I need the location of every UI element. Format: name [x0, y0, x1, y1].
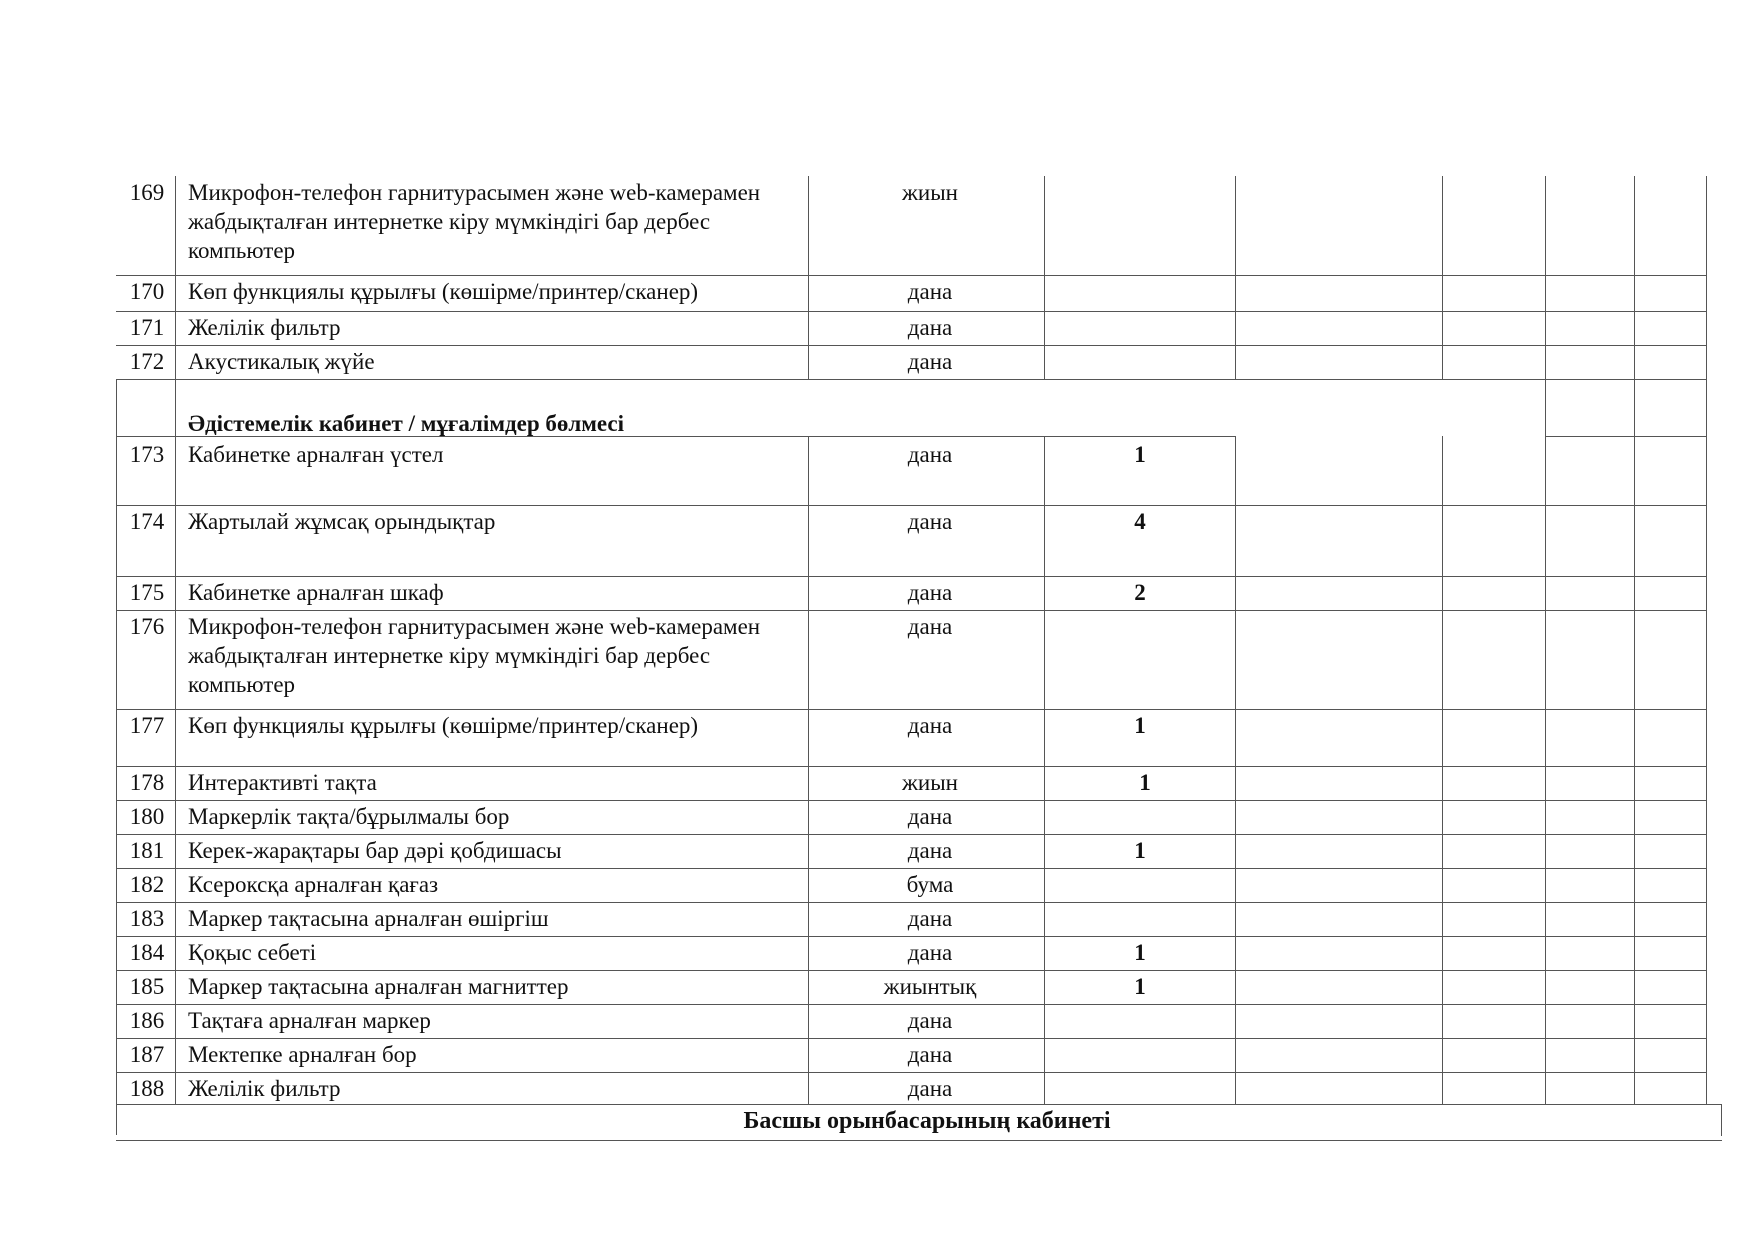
- item-name: Маркерлік тақта/бұрылмалы бор: [188, 804, 510, 829]
- row-line: [116, 379, 1707, 380]
- item-name: Интерактивті тақта: [188, 770, 377, 795]
- row-number: 183: [129, 906, 165, 931]
- item-name: Тақтаға арналған маркер: [188, 1008, 431, 1033]
- col-line-c5: [1442, 176, 1443, 380]
- row-number: 176: [129, 614, 165, 639]
- item-name: Желілік фильтр: [188, 1076, 341, 1101]
- item-unit: жиын: [902, 180, 958, 205]
- item-quantity: 1: [1134, 974, 1146, 999]
- row-line: [116, 834, 1707, 835]
- item-name: Микрофон-телефон гарнитурасымен және web-камерамен жабдықталған интернетке кіру мүмкіндігі бар дербес компьютер: [188, 180, 761, 263]
- row-line: [116, 970, 1707, 971]
- row-number: 182: [129, 872, 165, 897]
- item-unit: дана: [907, 349, 953, 374]
- item-quantity: 1: [1134, 838, 1146, 863]
- row-line: [116, 1038, 1707, 1039]
- row-line: [116, 936, 1707, 937]
- item-quantity: 2: [1134, 580, 1146, 605]
- item-unit: дана: [907, 442, 953, 467]
- col-line-c6: [1545, 176, 1546, 1104]
- row-number: 175: [129, 580, 165, 605]
- item-unit: дана: [907, 906, 953, 931]
- item-name: Желілік фильтр: [188, 315, 341, 340]
- col-line-right: [1706, 176, 1707, 1104]
- item-quantity: 1: [1134, 940, 1146, 965]
- item-name: Жартылай жұмсақ орындықтар: [188, 509, 496, 534]
- row-line: [116, 709, 1707, 710]
- item-name: Көп функциялы құрылғы (көшірме/принтер/сканер): [188, 713, 699, 738]
- item-quantity: 1: [1139, 770, 1151, 795]
- footer-section-heading: Басшы орынбасарының кабинеті: [743, 1108, 1111, 1134]
- row-number: 169: [129, 180, 165, 205]
- row-line: [116, 1140, 1722, 1141]
- item-name: Қоқыс себеті: [188, 940, 317, 965]
- item-unit: дана: [907, 614, 953, 639]
- item-name: Маркер тақтасына арналған магниттер: [188, 974, 569, 999]
- row-number: 188: [129, 1076, 165, 1101]
- item-unit: дана: [907, 1042, 953, 1067]
- item-unit: дана: [907, 279, 953, 304]
- col-line-c7: [1634, 176, 1635, 1104]
- row-line: [116, 868, 1707, 869]
- item-name: Акустикалық жүйе: [188, 349, 375, 374]
- row-line: [116, 345, 1707, 346]
- item-unit: дана: [907, 1008, 953, 1033]
- item-unit: дана: [907, 713, 953, 738]
- row-number: 178: [129, 770, 165, 795]
- row-line: [116, 1004, 1707, 1005]
- section-heading: Әдістемелік кабинет / мұғалімдер бөлмесі: [188, 411, 625, 436]
- item-unit: жиын: [902, 770, 958, 795]
- item-name: Ксероксқа арналған қағаз: [188, 872, 439, 897]
- item-unit: дана: [907, 838, 953, 863]
- item-name: Көп функциялы құрылғы (көшірме/принтер/сканер): [188, 279, 699, 304]
- row-line: [116, 610, 1707, 611]
- item-name: Маркер тақтасына арналған өшіргіш: [188, 906, 549, 931]
- row-number: 185: [129, 974, 165, 999]
- row-number: 186: [129, 1008, 165, 1033]
- row-line: [116, 576, 1707, 577]
- row-line: [116, 275, 1707, 276]
- row-line: [116, 766, 1707, 767]
- row-number: 180: [129, 804, 165, 829]
- row-number: 171: [129, 315, 165, 340]
- item-quantity: 1: [1134, 442, 1146, 467]
- row-line: [1545, 436, 1707, 437]
- item-unit: дана: [907, 580, 953, 605]
- item-name: Кабинетке арналған шкаф: [188, 580, 444, 605]
- row-line: [116, 1104, 1722, 1105]
- col-line-qty: [1235, 176, 1236, 380]
- row-number: 184: [129, 940, 165, 965]
- row-number: 177: [129, 713, 165, 738]
- item-quantity: 4: [1134, 509, 1146, 534]
- row-number: 173: [129, 442, 165, 467]
- item-name: Кабинетке арналған үстел: [188, 442, 444, 467]
- item-unit: дана: [907, 315, 953, 340]
- row-line: [116, 902, 1707, 903]
- row-number: 172: [129, 349, 165, 374]
- item-unit: жиынтық: [883, 974, 977, 999]
- row-number: 181: [129, 838, 165, 863]
- item-unit: дана: [907, 804, 953, 829]
- row-line: [116, 800, 1707, 801]
- item-name: Микрофон-телефон гарнитурасымен және web-камерамен жабдықталған интернетке кіру мүмкіндігі бар дербес компьютер: [188, 614, 761, 697]
- item-unit: бума: [906, 872, 954, 897]
- item-name: Керек-жарақтары бар дәрі қобдишасы: [188, 838, 562, 863]
- row-line: [116, 311, 1707, 312]
- item-name: Мектепке арналған бор: [188, 1042, 417, 1067]
- item-unit: дана: [907, 940, 953, 965]
- col-line-name: [808, 176, 809, 380]
- item-unit: дана: [907, 509, 953, 534]
- row-number: 174: [129, 509, 165, 534]
- row-line: [116, 505, 1707, 506]
- item-unit: дана: [907, 1076, 953, 1101]
- row-number: 187: [129, 1042, 165, 1067]
- item-quantity: 1: [1134, 713, 1146, 738]
- row-number: 170: [129, 279, 165, 304]
- row-line: [116, 1072, 1707, 1073]
- col-line-left: [116, 380, 117, 1135]
- col-line-num: [175, 176, 176, 1104]
